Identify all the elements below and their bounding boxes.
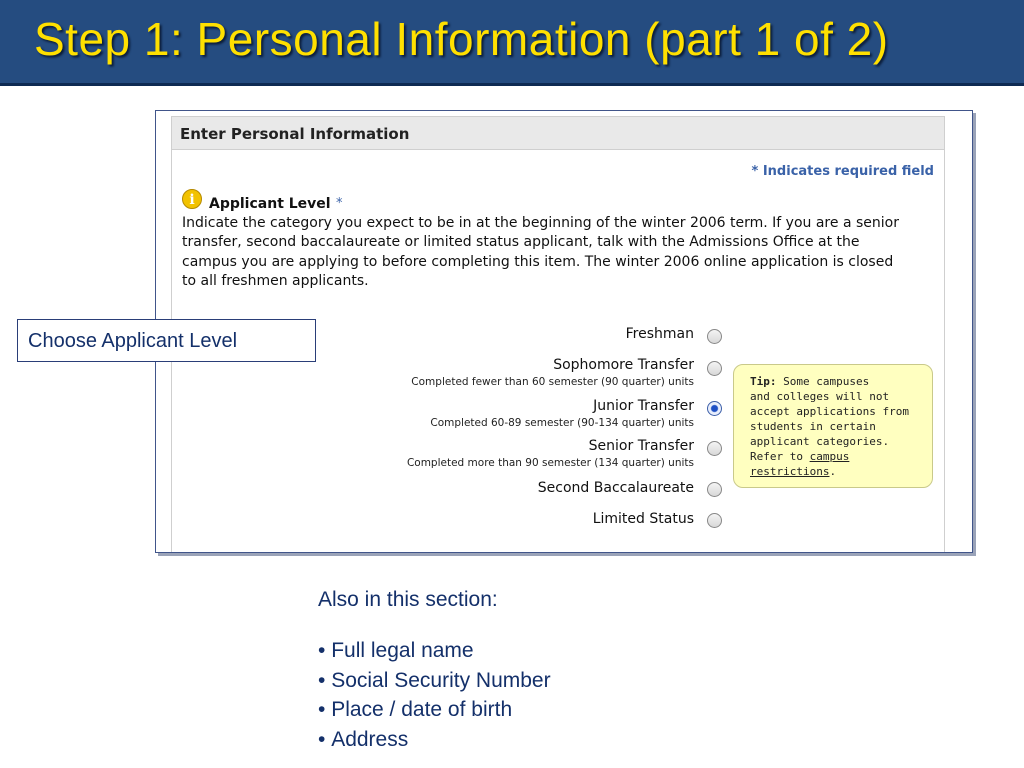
title-bar — [0, 0, 1024, 86]
form-header — [171, 116, 945, 150]
option-sub-junior-transfer: Completed 60-89 semester (90-134 quarter) units — [430, 417, 694, 429]
list-item-text: Place / date of birth — [331, 698, 513, 721]
required-marker: * — [336, 196, 343, 211]
tip-text: accept applications from — [750, 405, 909, 418]
tip-text: and colleges will not — [750, 390, 890, 403]
info-icon: i — [182, 189, 202, 209]
tip-box — [733, 364, 933, 488]
option-label-sophomore-transfer: Sophomore Transfer — [553, 357, 694, 373]
description-line: to all freshmen applicants. — [182, 272, 369, 289]
description-line: transfer, second baccalaureate or limited status applicant, talk with the Admissions Office at the — [182, 234, 860, 251]
list-item-text: Full legal name — [331, 639, 474, 662]
list-item — [318, 695, 551, 725]
tip-text: applicant categories. — [750, 435, 890, 448]
option-sub-sophomore-transfer: Completed fewer than 60 semester (90 quarter) units — [411, 376, 694, 388]
slide-title: Step 1: Personal Information (part 1 of 2) — [34, 13, 889, 65]
required-field-note: * Indicates required field — [751, 164, 934, 179]
radio-junior-transfer[interactable] — [707, 401, 722, 416]
campus-restrictions-link[interactable]: restrictions — [750, 465, 830, 478]
callout-text: Choose Applicant Level — [28, 330, 238, 352]
option-label-limited-status: Limited Status — [592, 511, 694, 527]
callout-box — [17, 319, 316, 362]
tip-text: Some campuses — [776, 375, 870, 388]
radio-limited-status[interactable] — [707, 513, 722, 528]
tip-label: Tip: — [750, 375, 777, 388]
option-label-junior-transfer: Junior Transfer — [593, 398, 694, 414]
list-item — [318, 666, 551, 696]
option-sub-senior-transfer: Completed more than 90 semester (134 quarter) units — [406, 457, 694, 469]
description-line: campus you are applying to before completing this item. The winter 2006 online application is closed — [182, 253, 894, 270]
list-item-text: Address — [331, 727, 409, 751]
list-item-text: Social Security Number — [331, 668, 551, 692]
radio-sophomore-transfer[interactable] — [707, 361, 722, 376]
option-label-second-baccalaureate: Second Baccalaureate — [537, 480, 694, 496]
tip-text: students in certain — [750, 420, 876, 433]
radio-senior-transfer[interactable] — [707, 441, 722, 456]
radio-second-baccalaureate[interactable] — [707, 482, 722, 497]
tip-text: . — [829, 465, 837, 478]
applicant-level-label: Applicant Level — [209, 196, 331, 212]
radio-freshman[interactable] — [707, 329, 722, 344]
list-item — [318, 636, 551, 666]
applicant-level-description — [182, 214, 942, 291]
option-label-freshman: Freshman — [625, 326, 694, 342]
tip-text: Refer to — [750, 450, 810, 463]
option-label-senior-transfer: Senior Transfer — [588, 438, 694, 454]
form-header-title: Enter Personal Information — [180, 125, 410, 143]
campus-restrictions-link[interactable]: campus — [809, 450, 850, 463]
list-item — [318, 725, 551, 755]
also-in-section-heading: Also in this section: — [318, 588, 498, 611]
also-in-section-list — [318, 636, 551, 754]
description-line: Indicate the category you expect to be in at the beginning of the winter 2006 term. If you are a senior — [182, 215, 899, 231]
